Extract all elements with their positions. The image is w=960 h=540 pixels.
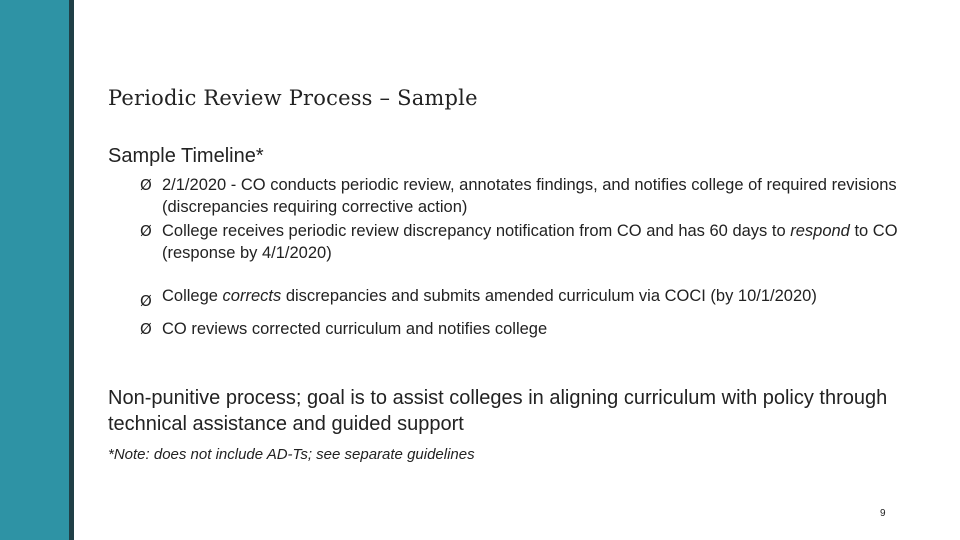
bullet-text-emphasis: respond (790, 222, 850, 240)
side-accent-bar-edge (69, 0, 74, 540)
bullet-text (162, 176, 897, 216)
bullet-text (162, 287, 817, 305)
bullet-text-segment: College (162, 287, 223, 305)
slide-title: Periodic Review Process – Sample (108, 86, 478, 110)
timeline-bullet-list (140, 174, 900, 340)
timeline-bullet (140, 318, 900, 340)
bullet-text (162, 320, 547, 338)
bullet-text-segment: to CO (response by 4/1/2020) (162, 222, 898, 262)
arrow-bullet-icon: Ø (140, 222, 152, 240)
bullet-text-segment: discrepancies and submits amended curriculum via COCI (by 10/1/2020) (281, 287, 817, 305)
bullet-text-emphasis: corrects (222, 287, 282, 305)
arrow-bullet-icon: Ø (140, 320, 152, 338)
timeline-bullet (140, 220, 900, 264)
bullet-text-segment: CO reviews corrected curriculum and notifies college (162, 320, 548, 338)
footnote: *Note: does not include AD-Ts; see separate guidelines (108, 446, 475, 463)
timeline-bullet (140, 174, 900, 218)
page-number: 9 (880, 508, 886, 519)
arrow-bullet-icon: Ø (140, 292, 152, 310)
bullet-text-segment: 2/1/2020 - CO conducts periodic review, annotates findings, and notifies college of required revisions (discrepancies requiring corrective action) (162, 176, 897, 216)
bullet-text-segment: College receives periodic review discrepancy notification from CO and has 60 days to (162, 222, 791, 240)
slide-subtitle: Sample Timeline* (108, 145, 264, 167)
timeline-bullet (140, 280, 900, 312)
summary-paragraph: Non-punitive process; goal is to assist colleges in aligning curriculum with policy through technical assistance and guided support (108, 387, 888, 435)
bullet-text (162, 222, 898, 262)
side-accent-bar (0, 0, 69, 540)
arrow-bullet-icon: Ø (140, 176, 152, 194)
